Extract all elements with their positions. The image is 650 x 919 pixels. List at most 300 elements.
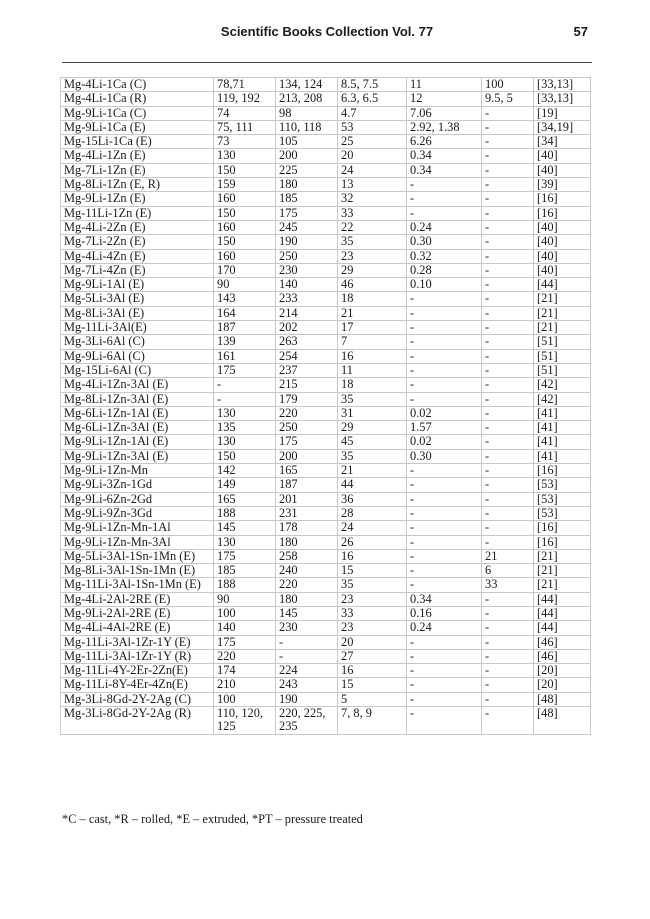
- table-cell: 78,71: [214, 78, 276, 92]
- table-row: [61, 421, 591, 435]
- table-cell: Mg-8Li-3Al (E): [61, 306, 214, 320]
- table-cell: -: [482, 292, 534, 306]
- table-cell: 245: [276, 220, 338, 234]
- table-cell: 243: [276, 678, 338, 692]
- table-cell: -: [482, 235, 534, 249]
- table-cell: [53]: [534, 492, 591, 506]
- table-cell: 179: [276, 392, 338, 406]
- table-cell: [48]: [534, 692, 591, 706]
- table-cell: 29: [338, 263, 407, 277]
- table-cell: 35: [338, 449, 407, 463]
- table-cell: 16: [338, 664, 407, 678]
- table-cell: -: [482, 635, 534, 649]
- table-cell: 0.32: [407, 249, 482, 263]
- table-cell: -: [482, 535, 534, 549]
- table-cell: 130: [214, 435, 276, 449]
- table-cell: 0.02: [407, 435, 482, 449]
- table-cell: 175: [214, 549, 276, 563]
- table-cell: 2.92, 1.38: [407, 120, 482, 134]
- table-cell: -: [407, 549, 482, 563]
- table-cell: Mg-9Li-6Zn-2Gd: [61, 492, 214, 506]
- table-cell: 161: [214, 349, 276, 363]
- table-cell: 9.5, 5: [482, 92, 534, 106]
- table-cell: 35: [338, 578, 407, 592]
- table-row: [61, 363, 591, 377]
- table-cell: [20]: [534, 664, 591, 678]
- table-cell: [48]: [534, 707, 591, 735]
- table-cell: [41]: [534, 406, 591, 420]
- table-cell: [21]: [534, 292, 591, 306]
- table-cell: -: [482, 478, 534, 492]
- table-cell: 98: [276, 106, 338, 120]
- table-cell: Mg-4Li-1Zn-3Al (E): [61, 378, 214, 392]
- table-cell: Mg-4Li-1Ca (C): [61, 78, 214, 92]
- table-cell: 233: [276, 292, 338, 306]
- table-cell: [46]: [534, 649, 591, 663]
- table-cell: 90: [214, 278, 276, 292]
- table-row: [61, 521, 591, 535]
- table-cell: 160: [214, 192, 276, 206]
- table-cell: -: [482, 707, 534, 735]
- table-cell: [16]: [534, 206, 591, 220]
- table-cell: 73: [214, 135, 276, 149]
- table-cell: -: [482, 349, 534, 363]
- table-cell: 134, 124: [276, 78, 338, 92]
- table-row: [61, 306, 591, 320]
- table-cell: Mg-9Li-1Ca (E): [61, 120, 214, 134]
- table-cell: [16]: [534, 535, 591, 549]
- table-cell: -: [482, 392, 534, 406]
- table-cell: Mg-11Li-3Al-1Sn-1Mn (E): [61, 578, 214, 592]
- table-cell: 220: [276, 406, 338, 420]
- table-cell: 110, 118: [276, 120, 338, 134]
- table-cell: 0.30: [407, 235, 482, 249]
- table-body: [61, 78, 591, 735]
- table-row: [61, 392, 591, 406]
- table-cell: 140: [214, 621, 276, 635]
- table-cell: 35: [338, 235, 407, 249]
- table-cell: Mg-9Li-2Al-2RE (E): [61, 606, 214, 620]
- table-cell: [42]: [534, 392, 591, 406]
- table-cell: [51]: [534, 363, 591, 377]
- table-cell: -: [482, 321, 534, 335]
- table-cell: Mg-11Li-3Al-1Zr-1Y (E): [61, 635, 214, 649]
- table-cell: -: [482, 621, 534, 635]
- table-cell: -: [482, 406, 534, 420]
- table-cell: [21]: [534, 306, 591, 320]
- table-cell: 170: [214, 263, 276, 277]
- table-cell: 225: [276, 163, 338, 177]
- table-cell: 24: [338, 521, 407, 535]
- table-cell: 230: [276, 621, 338, 635]
- table-row: [61, 592, 591, 606]
- table-cell: -: [407, 535, 482, 549]
- table-cell: Mg-4Li-4Al-2RE (E): [61, 621, 214, 635]
- table-cell: 164: [214, 306, 276, 320]
- table-cell: 18: [338, 292, 407, 306]
- table-cell: Mg-9Li-9Zn-3Gd: [61, 506, 214, 520]
- table-row: [61, 492, 591, 506]
- table-cell: 45: [338, 435, 407, 449]
- table-cell: Mg-4Li-1Zn (E): [61, 149, 214, 163]
- table-cell: [40]: [534, 235, 591, 249]
- table-cell: 210: [214, 678, 276, 692]
- table-row: [61, 178, 591, 192]
- table-cell: -: [482, 249, 534, 263]
- table-cell: -: [482, 306, 534, 320]
- table-row: [61, 263, 591, 277]
- table-cell: 188: [214, 578, 276, 592]
- table-cell: [21]: [534, 564, 591, 578]
- table-cell: 8.5, 7.5: [338, 78, 407, 92]
- table-cell: 110, 120, 125: [214, 707, 276, 735]
- table-cell: [21]: [534, 578, 591, 592]
- table-cell: -: [407, 478, 482, 492]
- table-cell: 11: [338, 363, 407, 377]
- table-cell: 145: [276, 606, 338, 620]
- table-cell: 28: [338, 506, 407, 520]
- table-cell: -: [482, 664, 534, 678]
- table-cell: Mg-9Li-1Zn-Mn-3Al: [61, 535, 214, 549]
- table-cell: 150: [214, 449, 276, 463]
- table-cell: -: [214, 378, 276, 392]
- table-cell: [46]: [534, 635, 591, 649]
- table-cell: 100: [214, 606, 276, 620]
- table-cell: 7: [338, 335, 407, 349]
- table-cell: 250: [276, 249, 338, 263]
- table-cell: 142: [214, 464, 276, 478]
- table-cell: 0.34: [407, 163, 482, 177]
- table-cell: [33,13]: [534, 78, 591, 92]
- table-cell: 22: [338, 220, 407, 234]
- table-cell: [40]: [534, 149, 591, 163]
- table-cell: 150: [214, 206, 276, 220]
- table-cell: -: [407, 321, 482, 335]
- table-cell: -: [407, 492, 482, 506]
- table-cell: 190: [276, 235, 338, 249]
- table-cell: Mg-5Li-3Al (E): [61, 292, 214, 306]
- table-cell: Mg-9Li-1Zn-1Al (E): [61, 435, 214, 449]
- table-cell: [39]: [534, 178, 591, 192]
- table-row: [61, 478, 591, 492]
- table-cell: Mg-4Li-4Zn (E): [61, 249, 214, 263]
- table-cell: 33: [482, 578, 534, 592]
- table-footnote: *C – cast, *R – rolled, *E – extruded, *PT – pressure treated: [62, 812, 363, 826]
- table-cell: 33: [338, 606, 407, 620]
- table-cell: -: [482, 464, 534, 478]
- table-cell: 130: [214, 406, 276, 420]
- table-cell: 185: [276, 192, 338, 206]
- table-cell: 100: [214, 692, 276, 706]
- table-row: [61, 321, 591, 335]
- table-row: [61, 707, 591, 735]
- table-cell: Mg-3Li-8Gd-2Y-2Ag (C): [61, 692, 214, 706]
- table-cell: -: [482, 649, 534, 663]
- table-cell: [16]: [534, 464, 591, 478]
- table-cell: 105: [276, 135, 338, 149]
- table-row: [61, 578, 591, 592]
- table-cell: -: [482, 263, 534, 277]
- table-cell: 1.57: [407, 421, 482, 435]
- running-title: Scientific Books Collection Vol. 77: [220, 24, 434, 39]
- table-cell: 220, 225, 235: [276, 707, 338, 735]
- table-cell: -: [407, 707, 482, 735]
- table-cell: Mg-3Li-8Gd-2Y-2Ag (R): [61, 707, 214, 735]
- table-cell: 0.10: [407, 278, 482, 292]
- table-cell: -: [276, 649, 338, 663]
- table-cell: 0.34: [407, 592, 482, 606]
- table-cell: 20: [338, 149, 407, 163]
- table-cell: 175: [276, 435, 338, 449]
- table-cell: [40]: [534, 220, 591, 234]
- table-cell: 0.28: [407, 263, 482, 277]
- table-cell: [42]: [534, 378, 591, 392]
- table-cell: [51]: [534, 349, 591, 363]
- table-cell: Mg-7Li-2Zn (E): [61, 235, 214, 249]
- table-cell: 180: [276, 178, 338, 192]
- table-cell: 165: [276, 464, 338, 478]
- table-cell: Mg-9Li-1Zn-Mn: [61, 464, 214, 478]
- table-cell: 119, 192: [214, 92, 276, 106]
- table-cell: -: [407, 521, 482, 535]
- table-cell: 44: [338, 478, 407, 492]
- table-cell: -: [407, 464, 482, 478]
- table-cell: [20]: [534, 678, 591, 692]
- table-cell: 23: [338, 592, 407, 606]
- table-cell: -: [482, 149, 534, 163]
- table-row: [61, 606, 591, 620]
- table-cell: 214: [276, 306, 338, 320]
- table-cell: 230: [276, 263, 338, 277]
- table-cell: -: [407, 649, 482, 663]
- table-cell: 21: [338, 464, 407, 478]
- table-cell: -: [407, 206, 482, 220]
- table-cell: 187: [214, 321, 276, 335]
- table-cell: -: [482, 163, 534, 177]
- table-row: [61, 435, 591, 449]
- table-row: [61, 249, 591, 263]
- header-rule: [62, 62, 592, 63]
- table-row: [61, 163, 591, 177]
- table-cell: Mg-15Li-1Ca (E): [61, 135, 214, 149]
- table-cell: 26: [338, 535, 407, 549]
- table-cell: -: [407, 192, 482, 206]
- table-row: [61, 378, 591, 392]
- table-cell: -: [407, 392, 482, 406]
- table-cell: 23: [338, 249, 407, 263]
- table-cell: 187: [276, 478, 338, 492]
- table-row: [61, 535, 591, 549]
- table-cell: -: [407, 664, 482, 678]
- table-cell: 20: [338, 635, 407, 649]
- table-cell: 220: [214, 649, 276, 663]
- table-row: [61, 149, 591, 163]
- table-cell: [16]: [534, 192, 591, 206]
- table-cell: 18: [338, 378, 407, 392]
- table-cell: 16: [338, 349, 407, 363]
- table-row: [61, 621, 591, 635]
- table-cell: Mg-7Li-4Zn (E): [61, 263, 214, 277]
- table-cell: [41]: [534, 421, 591, 435]
- table-row: [61, 449, 591, 463]
- table-cell: 135: [214, 421, 276, 435]
- table-cell: -: [482, 363, 534, 377]
- table-cell: 190: [276, 692, 338, 706]
- table-cell: 11: [407, 78, 482, 92]
- table-cell: [53]: [534, 506, 591, 520]
- table-cell: [44]: [534, 592, 591, 606]
- table-cell: 25: [338, 135, 407, 149]
- table-cell: Mg-4Li-1Ca (R): [61, 92, 214, 106]
- table-cell: Mg-9Li-1Zn-Mn-1Al: [61, 521, 214, 535]
- table-cell: [34]: [534, 135, 591, 149]
- table-cell: Mg-5Li-3Al-1Sn-1Mn (E): [61, 549, 214, 563]
- table-cell: 139: [214, 335, 276, 349]
- table-cell: 46: [338, 278, 407, 292]
- table-row: [61, 120, 591, 134]
- table-row: [61, 649, 591, 663]
- table-cell: 258: [276, 549, 338, 563]
- table-cell: -: [482, 335, 534, 349]
- table-cell: -: [482, 192, 534, 206]
- table-cell: 202: [276, 321, 338, 335]
- table-cell: Mg-11Li-8Y-4Er-4Zn(E): [61, 678, 214, 692]
- table-cell: [21]: [534, 549, 591, 563]
- table-cell: Mg-6Li-1Zn-3Al (E): [61, 421, 214, 435]
- table-cell: 175: [214, 635, 276, 649]
- table-cell: 21: [338, 306, 407, 320]
- table-cell: 5: [338, 692, 407, 706]
- table-cell: 74: [214, 106, 276, 120]
- table-cell: 0.24: [407, 220, 482, 234]
- table-cell: [44]: [534, 278, 591, 292]
- table-row: [61, 278, 591, 292]
- table-cell: -: [482, 592, 534, 606]
- table-cell: 159: [214, 178, 276, 192]
- table-cell: -: [214, 392, 276, 406]
- table-row: [61, 664, 591, 678]
- table-cell: -: [482, 521, 534, 535]
- table-cell: Mg-11Li-4Y-2Er-2Zn(E): [61, 664, 214, 678]
- table-cell: 160: [214, 220, 276, 234]
- page-header: [62, 22, 592, 42]
- table-cell: 0.24: [407, 621, 482, 635]
- table-cell: Mg-8Li-1Zn-3Al (E): [61, 392, 214, 406]
- table-cell: 188: [214, 506, 276, 520]
- table-row: [61, 635, 591, 649]
- table-cell: 254: [276, 349, 338, 363]
- table-cell: 21: [482, 549, 534, 563]
- table-cell: 200: [276, 449, 338, 463]
- table-row: [61, 678, 591, 692]
- table-cell: [53]: [534, 478, 591, 492]
- table-cell: -: [407, 306, 482, 320]
- table-cell: Mg-15Li-6Al (C): [61, 363, 214, 377]
- table-cell: Mg-11Li-1Zn (E): [61, 206, 214, 220]
- table-cell: Mg-9Li-1Al (E): [61, 278, 214, 292]
- table-row: [61, 292, 591, 306]
- table-cell: 90: [214, 592, 276, 606]
- table-cell: 100: [482, 78, 534, 92]
- table-cell: -: [407, 635, 482, 649]
- table-row: [61, 406, 591, 420]
- table-cell: 145: [214, 521, 276, 535]
- table-cell: 0.02: [407, 406, 482, 420]
- table-cell: 32: [338, 192, 407, 206]
- table-cell: -: [407, 578, 482, 592]
- table-row: [61, 349, 591, 363]
- table-cell: -: [482, 421, 534, 435]
- table-cell: 27: [338, 649, 407, 663]
- table-cell: 175: [214, 363, 276, 377]
- table-row: [61, 549, 591, 563]
- table-cell: 160: [214, 249, 276, 263]
- table-cell: [33,13]: [534, 92, 591, 106]
- table-cell: 12: [407, 92, 482, 106]
- table-cell: -: [407, 564, 482, 578]
- table-cell: 16: [338, 549, 407, 563]
- table-cell: 7, 8, 9: [338, 707, 407, 735]
- table-cell: 237: [276, 363, 338, 377]
- table-cell: 185: [214, 564, 276, 578]
- table-cell: -: [407, 335, 482, 349]
- table-cell: 149: [214, 478, 276, 492]
- table-cell: 36: [338, 492, 407, 506]
- table-cell: Mg-4Li-2Zn (E): [61, 220, 214, 234]
- table-cell: Mg-4Li-2Al-2RE (E): [61, 592, 214, 606]
- table-cell: 6.3, 6.5: [338, 92, 407, 106]
- table-cell: Mg-11Li-3Al(E): [61, 321, 214, 335]
- table-cell: 250: [276, 421, 338, 435]
- table-cell: 220: [276, 578, 338, 592]
- table-cell: 33: [338, 206, 407, 220]
- table-cell: 175: [276, 206, 338, 220]
- table-cell: 201: [276, 492, 338, 506]
- table-cell: 15: [338, 678, 407, 692]
- table-cell: 0.16: [407, 606, 482, 620]
- table-cell: -: [407, 363, 482, 377]
- table-cell: 240: [276, 564, 338, 578]
- table-row: [61, 206, 591, 220]
- table-cell: 231: [276, 506, 338, 520]
- table-cell: Mg-3Li-6Al (C): [61, 335, 214, 349]
- table-cell: 75, 111: [214, 120, 276, 134]
- table-cell: -: [482, 606, 534, 620]
- table-cell: [34,19]: [534, 120, 591, 134]
- table-cell: [16]: [534, 521, 591, 535]
- table-cell: 180: [276, 535, 338, 549]
- table-cell: 150: [214, 235, 276, 249]
- table-cell: Mg-6Li-1Zn-1Al (E): [61, 406, 214, 420]
- table-cell: -: [407, 692, 482, 706]
- table-cell: -: [407, 378, 482, 392]
- table-row: [61, 220, 591, 234]
- table-cell: [40]: [534, 249, 591, 263]
- table-cell: [19]: [534, 106, 591, 120]
- table-row: [61, 192, 591, 206]
- table-cell: [44]: [534, 621, 591, 635]
- table-cell: 263: [276, 335, 338, 349]
- table-cell: -: [482, 206, 534, 220]
- table-row: [61, 78, 591, 92]
- table-cell: 35: [338, 392, 407, 406]
- table-cell: 23: [338, 621, 407, 635]
- table-cell: 6.26: [407, 135, 482, 149]
- table-cell: -: [482, 692, 534, 706]
- table-row: [61, 464, 591, 478]
- table-cell: Mg-9Li-1Zn (E): [61, 192, 214, 206]
- table-cell: 178: [276, 521, 338, 535]
